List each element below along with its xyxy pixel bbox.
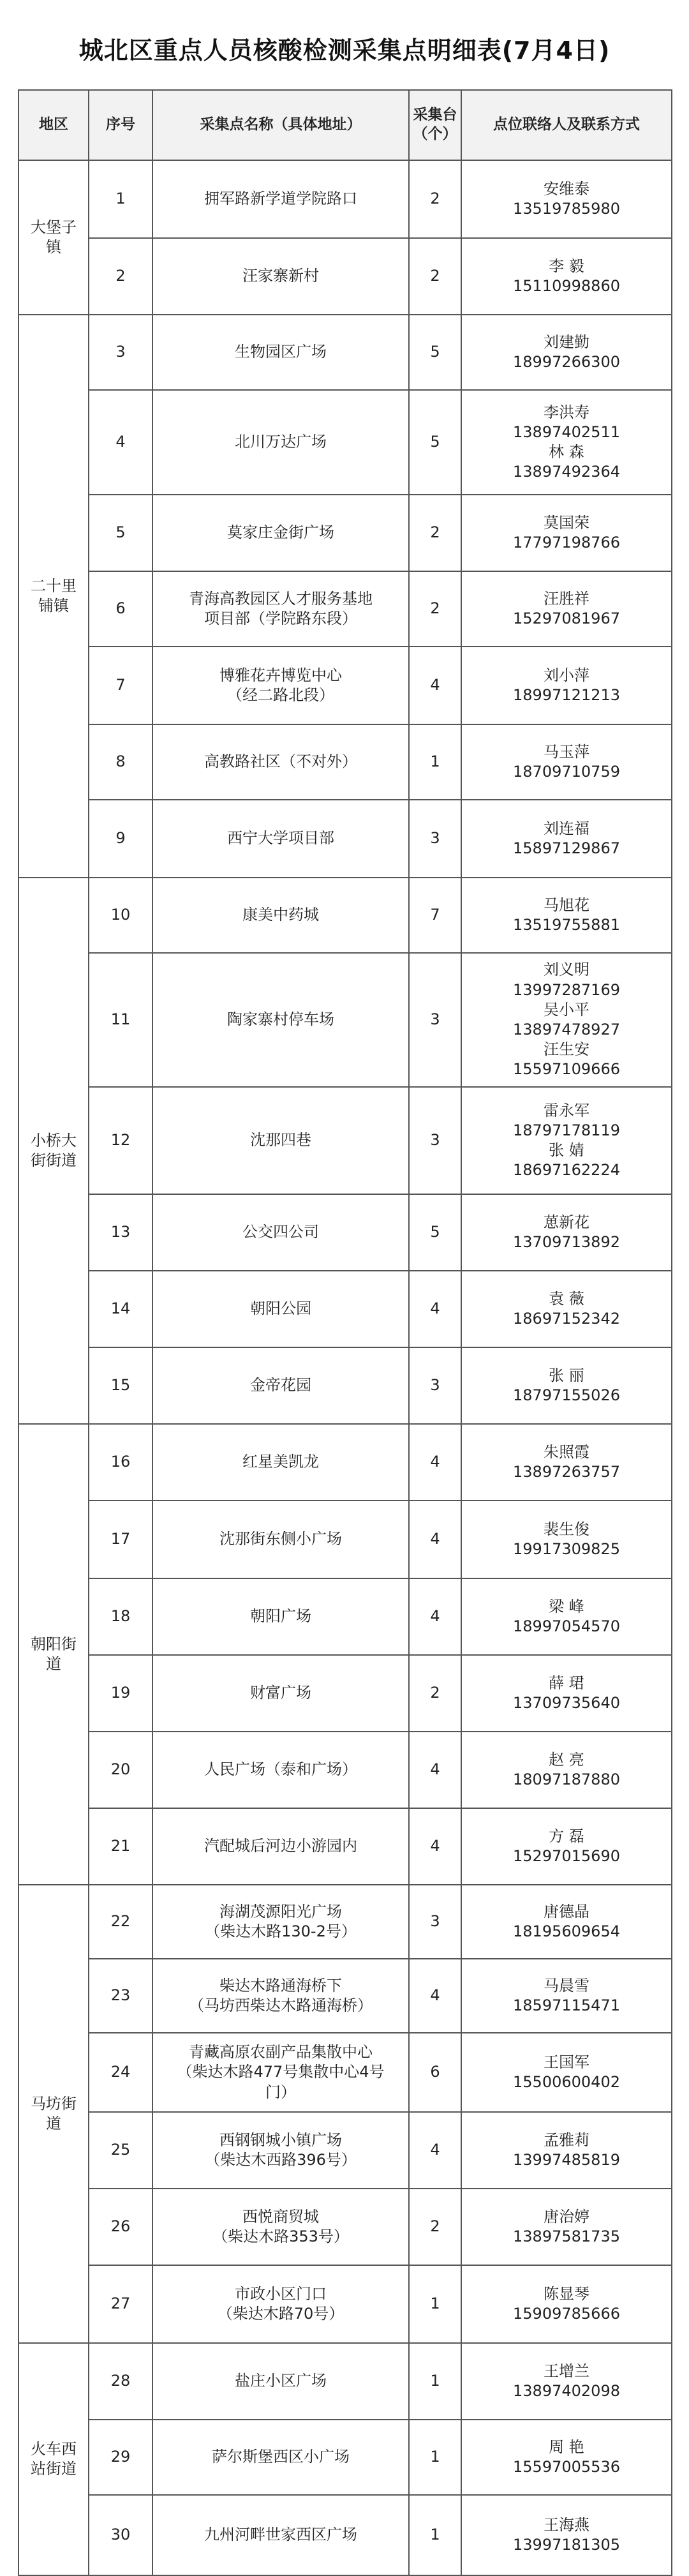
contact-cell bbox=[461, 1424, 672, 1501]
seq-cell: 22 bbox=[89, 1885, 152, 1959]
seq-cell: 28 bbox=[89, 2343, 152, 2420]
contact-name: 张 婧 bbox=[549, 1141, 584, 1159]
table-body bbox=[19, 160, 672, 2575]
table-row bbox=[19, 495, 672, 571]
table-row bbox=[19, 1808, 672, 1885]
header-contact: 点位联络人及联系方式 bbox=[461, 90, 672, 160]
contact-phone: 15597109666 bbox=[513, 1060, 620, 1079]
seq-cell: 8 bbox=[89, 724, 152, 800]
seq-cell: 13 bbox=[89, 1194, 152, 1271]
contact-phone: 13897263757 bbox=[513, 1463, 620, 1481]
contact-phone: 18997266300 bbox=[513, 353, 620, 371]
seq-cell: 29 bbox=[89, 2420, 152, 2495]
site-line: 人民广场（泰和广场） bbox=[204, 1760, 357, 1779]
site-line: 西钢钢城小镇广场 bbox=[219, 2130, 342, 2149]
contact-cell bbox=[461, 647, 672, 724]
stations-cell: 4 bbox=[409, 2112, 461, 2189]
site-cell bbox=[152, 647, 409, 724]
contact-name: 李 毅 bbox=[549, 257, 584, 275]
contact-phone: 18195609654 bbox=[513, 1922, 620, 1940]
site-cell bbox=[152, 878, 409, 953]
site-line: （柴达木路477号集散中心4号 bbox=[177, 2063, 385, 2081]
seq-cell: 10 bbox=[89, 878, 152, 953]
district-cell: 马坊街道 bbox=[19, 1885, 89, 2343]
site-line: 朝阳广场 bbox=[250, 1607, 311, 1626]
contact-phone: 13897581735 bbox=[513, 2228, 620, 2245]
seq-cell: 9 bbox=[89, 800, 152, 878]
contact-name: 袁 薇 bbox=[549, 1289, 584, 1308]
site-line: 朝阳公园 bbox=[250, 1299, 311, 1318]
contact-name: 莫国荣 bbox=[544, 513, 589, 532]
table-row bbox=[19, 1271, 672, 1347]
site-line: 生物园区广场 bbox=[235, 343, 327, 361]
contact-phone: 18797155026 bbox=[513, 1386, 620, 1404]
site-cell bbox=[152, 1655, 409, 1732]
stations-cell: 2 bbox=[409, 571, 461, 647]
contact-cell bbox=[461, 390, 672, 495]
contact-name: 雷永军 bbox=[544, 1101, 589, 1120]
site-cell bbox=[152, 160, 409, 238]
contact-name: 王海燕 bbox=[544, 2515, 589, 2534]
stations-cell: 5 bbox=[409, 315, 461, 390]
contact-cell bbox=[461, 2343, 672, 2420]
table-row bbox=[19, 724, 672, 800]
stations-cell: 4 bbox=[409, 1732, 461, 1808]
contact-name: 王增兰 bbox=[544, 2362, 589, 2380]
contact-name: 梁 峰 bbox=[549, 1597, 584, 1615]
site-line: 金帝花园 bbox=[250, 1376, 311, 1395]
seq-cell: 15 bbox=[89, 1347, 152, 1424]
contact-phone: 18597115471 bbox=[513, 1996, 620, 2014]
site-cell bbox=[152, 1578, 409, 1655]
site-cell bbox=[152, 1501, 409, 1578]
contact-cell bbox=[461, 2495, 672, 2575]
contact-phone: 18997121213 bbox=[513, 686, 620, 704]
stations-cell: 5 bbox=[409, 390, 461, 495]
table-row bbox=[19, 1655, 672, 1732]
seq-cell: 6 bbox=[89, 571, 152, 647]
contact-phone: 13897478927 bbox=[513, 1021, 620, 1038]
contact-phone: 18797178119 bbox=[513, 1121, 620, 1139]
site-line: 项目部（学院路东段） bbox=[204, 610, 357, 627]
contact-cell bbox=[461, 571, 672, 647]
header-seq: 序号 bbox=[89, 90, 152, 160]
site-line: 门） bbox=[265, 2083, 296, 2101]
header-district: 地区 bbox=[19, 90, 89, 160]
site-line: 九州河畔世家西区广场 bbox=[204, 2526, 357, 2544]
contact-name: 刘建勤 bbox=[544, 333, 589, 351]
seq-cell: 27 bbox=[89, 2265, 152, 2343]
table-row bbox=[19, 953, 672, 1087]
district-cell: 二十里铺镇 bbox=[19, 315, 89, 878]
table-row bbox=[19, 390, 672, 495]
site-cell bbox=[152, 2189, 409, 2265]
table-row bbox=[19, 2343, 672, 2420]
site-line: 陶家寨村停车场 bbox=[227, 1010, 334, 1029]
stations-cell: 4 bbox=[409, 1424, 461, 1501]
contact-name: 孟雅莉 bbox=[544, 2130, 589, 2149]
table-row bbox=[19, 1194, 672, 1271]
contact-cell bbox=[461, 1087, 672, 1194]
table-row bbox=[19, 160, 672, 238]
stations-cell: 3 bbox=[409, 1087, 461, 1194]
contact-name: 王国军 bbox=[544, 2053, 589, 2071]
contact-phone: 15110998860 bbox=[513, 277, 620, 295]
contact-phone: 13997485819 bbox=[513, 2151, 620, 2169]
site-cell bbox=[152, 1424, 409, 1501]
stations-cell: 2 bbox=[409, 2189, 461, 2265]
table-row bbox=[19, 1424, 672, 1501]
site-line: 北川万达广场 bbox=[235, 433, 327, 451]
table-row bbox=[19, 2033, 672, 2112]
seq-cell: 18 bbox=[89, 1578, 152, 1655]
contact-cell bbox=[461, 2033, 672, 2112]
stations-cell: 4 bbox=[409, 1808, 461, 1885]
site-cell bbox=[152, 2033, 409, 2112]
contact-cell bbox=[461, 953, 672, 1087]
stations-cell: 7 bbox=[409, 878, 461, 953]
contact-phone: 18697152342 bbox=[513, 1310, 620, 1328]
table-row bbox=[19, 800, 672, 878]
contact-phone: 15297015690 bbox=[513, 1847, 620, 1865]
seq-cell: 17 bbox=[89, 1501, 152, 1578]
contact-phone: 13709713892 bbox=[513, 1233, 620, 1251]
contact-cell bbox=[461, 2189, 672, 2265]
stations-cell: 3 bbox=[409, 953, 461, 1087]
contact-phone: 18697162224 bbox=[513, 1161, 620, 1179]
seq-cell: 21 bbox=[89, 1808, 152, 1885]
seq-cell: 14 bbox=[89, 1271, 152, 1347]
stations-cell: 3 bbox=[409, 800, 461, 878]
contact-phone: 15897129867 bbox=[513, 839, 620, 857]
site-line: 青藏高原农副产品集散中心 bbox=[189, 2043, 373, 2062]
contact-phone: 15297081967 bbox=[513, 610, 620, 627]
contact-cell bbox=[461, 1501, 672, 1578]
site-cell bbox=[152, 2112, 409, 2189]
contact-cell bbox=[461, 160, 672, 238]
contact-cell bbox=[461, 878, 672, 953]
site-cell bbox=[152, 495, 409, 571]
stations-cell: 4 bbox=[409, 1501, 461, 1578]
site-cell bbox=[152, 2420, 409, 2495]
contact-phone: 13997287169 bbox=[513, 980, 620, 999]
seq-cell: 2 bbox=[89, 238, 152, 315]
contact-name: 安维泰 bbox=[544, 179, 589, 198]
stations-cell: 4 bbox=[409, 1959, 461, 2033]
seq-cell: 3 bbox=[89, 315, 152, 390]
table-row bbox=[19, 1732, 672, 1808]
contact-name: 汪胜祥 bbox=[544, 589, 589, 608]
site-line: 萨尔斯堡西区小广场 bbox=[212, 2448, 350, 2466]
contact-name: 赵 亮 bbox=[549, 1750, 584, 1769]
table-row bbox=[19, 2189, 672, 2265]
contact-name: 马晨雪 bbox=[544, 1976, 589, 1995]
contact-name: 林 森 bbox=[549, 443, 584, 461]
collection-sites-table bbox=[18, 89, 672, 2576]
site-line: （柴达木路130-2号） bbox=[205, 1922, 357, 1940]
contact-name: 薛 珺 bbox=[549, 1674, 584, 1692]
contact-phone: 13519755881 bbox=[513, 916, 620, 934]
seq-cell: 30 bbox=[89, 2495, 152, 2575]
table-row bbox=[19, 647, 672, 724]
site-line: 西悦商贸城 bbox=[242, 2207, 319, 2226]
contact-cell bbox=[461, 2265, 672, 2343]
contact-phone: 13709735640 bbox=[513, 1694, 620, 1712]
contact-name: 马玉萍 bbox=[544, 742, 589, 761]
table-row bbox=[19, 1885, 672, 1959]
stations-cell: 2 bbox=[409, 160, 461, 238]
table-row bbox=[19, 2112, 672, 2189]
site-cell bbox=[152, 1347, 409, 1424]
contact-phone: 15597005536 bbox=[513, 2458, 620, 2476]
site-line: （柴达木路70号） bbox=[217, 2305, 344, 2323]
site-cell bbox=[152, 2343, 409, 2420]
site-line: （经二路北段） bbox=[227, 686, 334, 704]
contact-phone: 17797198766 bbox=[513, 534, 620, 551]
stations-cell: 3 bbox=[409, 1347, 461, 1424]
table-row bbox=[19, 1959, 672, 2033]
site-line: （柴达木西路396号） bbox=[205, 2151, 357, 2169]
seq-cell: 20 bbox=[89, 1732, 152, 1808]
seq-cell: 7 bbox=[89, 647, 152, 724]
contact-cell bbox=[461, 1578, 672, 1655]
site-line: 海湖茂源阳光广场 bbox=[219, 1902, 342, 1921]
table-row bbox=[19, 2420, 672, 2495]
contact-cell bbox=[461, 724, 672, 800]
seq-cell: 19 bbox=[89, 1655, 152, 1732]
site-line: 盐庄小区广场 bbox=[235, 2372, 327, 2390]
contact-cell bbox=[461, 2112, 672, 2189]
contact-name: 葸新花 bbox=[544, 1213, 589, 1231]
contact-name: 唐德晶 bbox=[544, 1902, 589, 1921]
stations-cell: 1 bbox=[409, 724, 461, 800]
contact-phone: 18097187880 bbox=[513, 1771, 620, 1788]
contact-name: 周 艳 bbox=[549, 2437, 584, 2456]
site-line: 青海高教园区人才服务基地 bbox=[189, 589, 373, 608]
district-cell: 大堡子镇 bbox=[19, 160, 89, 315]
contact-name: 刘义明 bbox=[544, 961, 589, 979]
header-row bbox=[19, 90, 672, 160]
seq-cell: 26 bbox=[89, 2189, 152, 2265]
contact-phone: 13897402098 bbox=[513, 2382, 620, 2400]
site-cell bbox=[152, 390, 409, 495]
district-cell: 朝阳街道 bbox=[19, 1424, 89, 1885]
site-line: 财富广场 bbox=[250, 1684, 311, 1702]
seq-cell: 4 bbox=[89, 390, 152, 495]
site-cell bbox=[152, 1087, 409, 1194]
site-line: 康美中药城 bbox=[242, 906, 319, 924]
table-row bbox=[19, 2495, 672, 2575]
contact-phone: 18709710759 bbox=[513, 763, 620, 781]
stations-cell: 1 bbox=[409, 2495, 461, 2575]
contact-name: 刘小萍 bbox=[544, 666, 589, 684]
site-line: 汪家寨新村 bbox=[242, 267, 319, 285]
site-cell bbox=[152, 1271, 409, 1347]
contact-cell bbox=[461, 1808, 672, 1885]
stations-cell: 5 bbox=[409, 1194, 461, 1271]
contact-name: 马旭花 bbox=[544, 895, 589, 914]
contact-cell bbox=[461, 1194, 672, 1271]
stations-cell: 4 bbox=[409, 1271, 461, 1347]
seq-cell: 25 bbox=[89, 2112, 152, 2189]
stations-cell: 6 bbox=[409, 2033, 461, 2112]
stations-cell: 1 bbox=[409, 2420, 461, 2495]
contact-name: 方 磊 bbox=[549, 1827, 584, 1845]
site-line: 汽配城后河边小游园内 bbox=[204, 1837, 357, 1855]
site-cell bbox=[152, 238, 409, 315]
contact-cell bbox=[461, 2420, 672, 2495]
table-row bbox=[19, 238, 672, 315]
site-line: 公交四公司 bbox=[242, 1223, 319, 1241]
contact-name: 张 丽 bbox=[549, 1366, 584, 1384]
contact-phone: 13897402511 bbox=[513, 423, 620, 441]
district-cell: 火车西站街道 bbox=[19, 2343, 89, 2575]
site-line: （马坊西柴达木路通海桥） bbox=[189, 1996, 373, 2014]
site-line: 沈那四巷 bbox=[250, 1131, 311, 1149]
seq-cell: 16 bbox=[89, 1424, 152, 1501]
contact-cell bbox=[461, 1732, 672, 1808]
site-cell bbox=[152, 724, 409, 800]
stations-cell: 1 bbox=[409, 2343, 461, 2420]
site-cell bbox=[152, 315, 409, 390]
contact-phone: 15500600402 bbox=[513, 2073, 620, 2091]
contact-name: 李洪寿 bbox=[544, 403, 589, 421]
contact-cell bbox=[461, 315, 672, 390]
stations-cell: 2 bbox=[409, 495, 461, 571]
site-line: 莫家庄金街广场 bbox=[227, 523, 334, 542]
site-cell bbox=[152, 1808, 409, 1885]
contact-phone: 13897492364 bbox=[513, 463, 620, 481]
table-row bbox=[19, 878, 672, 953]
site-line: 红星美凯龙 bbox=[242, 1453, 319, 1471]
contact-name: 裴生俊 bbox=[544, 1520, 589, 1538]
page-title: 城北区重点人员核酸检测采集点明细表(7月4日) bbox=[78, 36, 611, 64]
header-site: 采集点名称（具体地址） bbox=[152, 90, 409, 160]
contact-name: 吴小平 bbox=[544, 1000, 589, 1019]
seq-cell: 5 bbox=[89, 495, 152, 571]
contact-cell bbox=[461, 1271, 672, 1347]
stations-cell: 4 bbox=[409, 1578, 461, 1655]
site-cell bbox=[152, 953, 409, 1087]
site-line: 沈那街东侧小广场 bbox=[219, 1530, 342, 1548]
contact-phone: 18997054570 bbox=[513, 1617, 620, 1635]
site-line: 柴达木路通海桥下 bbox=[219, 1976, 342, 1995]
contact-cell bbox=[461, 1655, 672, 1732]
contact-cell bbox=[461, 1347, 672, 1424]
site-line: 高教路社区（不对外） bbox=[204, 753, 357, 771]
site-line: 拥军路新学道学院路口 bbox=[204, 190, 357, 208]
site-cell bbox=[152, 2495, 409, 2575]
stations-cell: 2 bbox=[409, 1655, 461, 1732]
stations-cell: 1 bbox=[409, 2265, 461, 2343]
seq-cell: 12 bbox=[89, 1087, 152, 1194]
stations-cell: 4 bbox=[409, 647, 461, 724]
contact-cell bbox=[461, 238, 672, 315]
seq-cell: 11 bbox=[89, 953, 152, 1087]
site-cell bbox=[152, 1732, 409, 1808]
site-cell bbox=[152, 1194, 409, 1271]
contact-name: 朱照霞 bbox=[544, 1442, 589, 1461]
site-line: 博雅花卉博览中心 bbox=[219, 666, 342, 684]
contact-name: 刘连福 bbox=[544, 819, 589, 837]
header-stations bbox=[409, 90, 461, 160]
table-row bbox=[19, 2265, 672, 2343]
stations-cell: 3 bbox=[409, 1885, 461, 1959]
contact-phone: 13997181305 bbox=[513, 2536, 620, 2554]
contact-cell bbox=[461, 1959, 672, 2033]
table-row bbox=[19, 1578, 672, 1655]
contact-phone: 13519785980 bbox=[513, 200, 620, 218]
seq-cell: 24 bbox=[89, 2033, 152, 2112]
contact-phone: 19917309825 bbox=[513, 1540, 620, 1558]
seq-cell: 23 bbox=[89, 1959, 152, 2033]
site-cell bbox=[152, 1959, 409, 2033]
stations-cell: 2 bbox=[409, 238, 461, 315]
table-row bbox=[19, 571, 672, 647]
site-cell bbox=[152, 800, 409, 878]
site-line: （柴达木路353号） bbox=[212, 2228, 349, 2245]
contact-name: 汪生安 bbox=[544, 1040, 589, 1059]
contact-cell bbox=[461, 800, 672, 878]
contact-name: 陈显琴 bbox=[544, 2284, 589, 2303]
contact-cell bbox=[461, 1885, 672, 1959]
contact-name: 唐治婷 bbox=[544, 2207, 589, 2226]
contact-phone: 15909785666 bbox=[513, 2305, 620, 2323]
table-row bbox=[19, 1087, 672, 1194]
site-line: 市政小区门口 bbox=[235, 2284, 327, 2303]
header-stations-line2: （个） bbox=[413, 126, 457, 142]
district-cell: 小桥大街街道 bbox=[19, 878, 89, 1424]
site-cell bbox=[152, 571, 409, 647]
table-row bbox=[19, 315, 672, 390]
site-cell bbox=[152, 1885, 409, 1959]
site-line: 西宁大学项目部 bbox=[227, 829, 334, 848]
table-row bbox=[19, 1347, 672, 1424]
table-row bbox=[19, 1501, 672, 1578]
header-stations-line1: 采集台 bbox=[413, 107, 457, 124]
seq-cell: 1 bbox=[89, 160, 152, 238]
site-cell bbox=[152, 2265, 409, 2343]
contact-cell bbox=[461, 495, 672, 571]
